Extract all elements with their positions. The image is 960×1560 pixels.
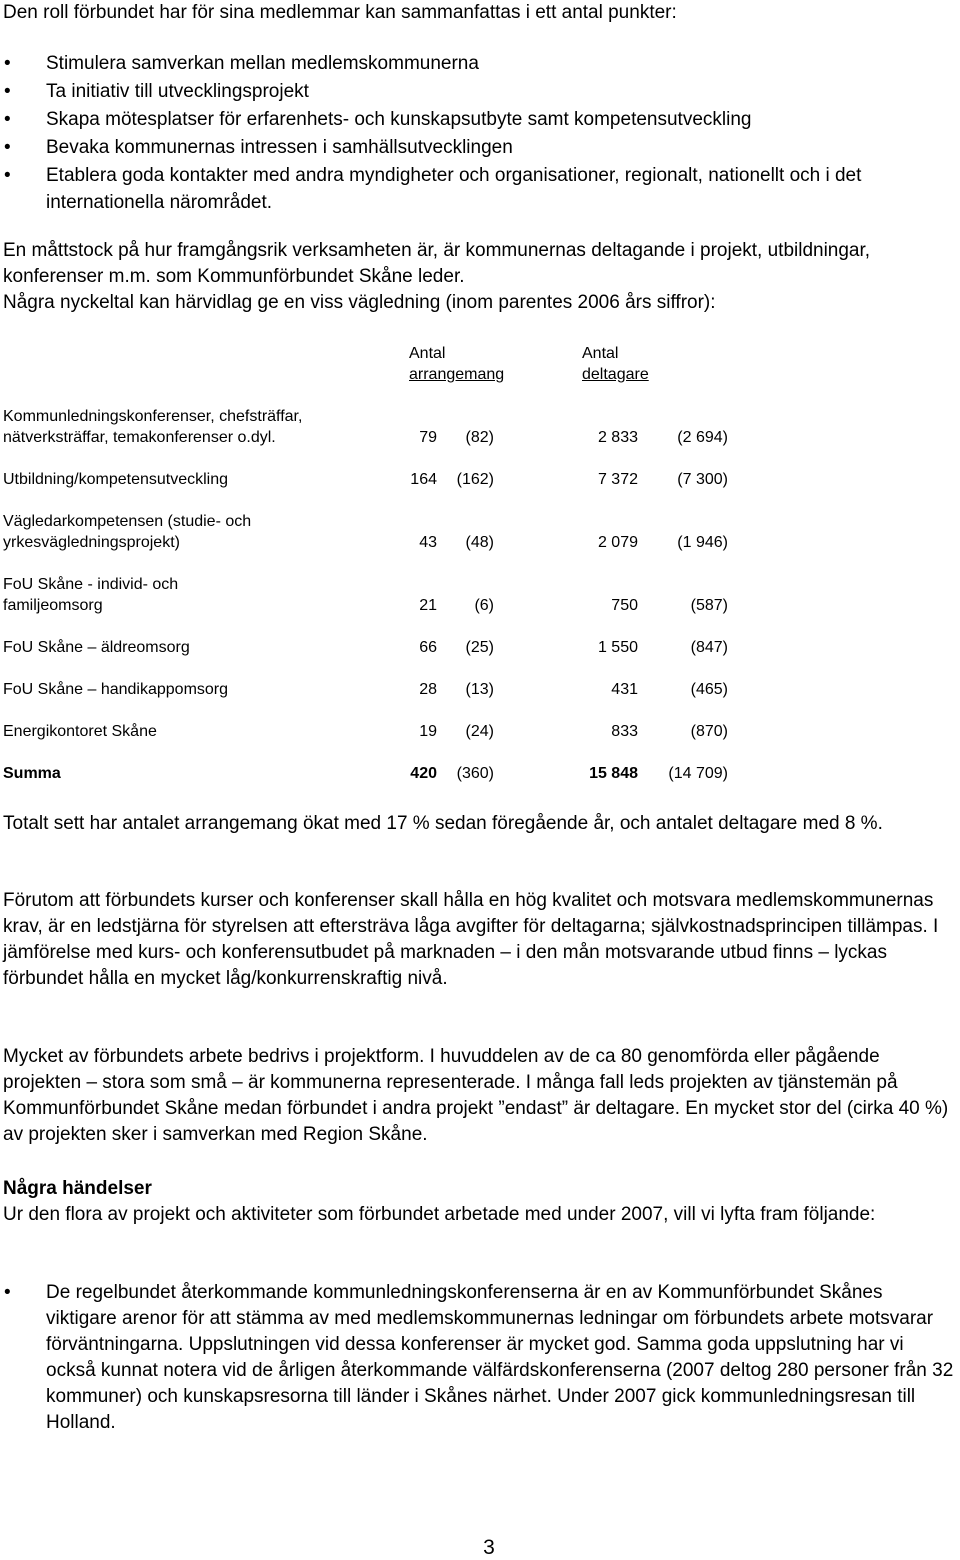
table-cell-arr-prev: (162) — [456, 471, 494, 488]
forutom-paragraph: Förutom att förbundets kurser och konferenser skall hålla en hög kvalitet och motsvara medlemskommunernas krav, är en ledstjärna för styrelsen att eftersträva låga avgifter för deltagarna; självkostnadsprincipen tillämpas. I jämförelse med kurs- och konferensutbudet på marknaden – i den mån motsvarande utbud finns – lyckas förbundet hålla en mycket låg/konkurrenskraftig nivå. — [3, 890, 939, 989]
table-row-label: Vägledarkompetensen (studie- och yrkesvägledningsprojekt) — [3, 513, 252, 551]
table-cell-arr: 43 — [419, 534, 437, 551]
table-cell-arr: 66 — [419, 639, 437, 656]
table-cell-del-prev: (465) — [690, 681, 728, 698]
bullet-icon: • — [4, 1282, 11, 1303]
table-cell-arr-prev: (82) — [465, 429, 494, 446]
table-cell-arr: 79 — [419, 429, 437, 446]
intro-paragraph: Den roll förbundet har för sina medlemmar kan sammanfattas i ett antal punkter: — [3, 2, 677, 23]
table-sum-arr-prev: (360) — [456, 765, 494, 782]
table-cell-del: 2 833 — [597, 429, 638, 446]
table-cell-del-prev: (847) — [690, 639, 728, 656]
table-row-label: FoU Skåne - individ- och familjeomsorg — [3, 576, 179, 614]
bullet-icon: • — [4, 137, 11, 158]
col-arrangemang-header: Antal arrangemang — [409, 345, 505, 383]
bullet-icon: • — [4, 81, 11, 102]
table-row-label: FoU Skåne – äldreomsorg — [3, 639, 190, 656]
measure-paragraph: En måttstock på hur framgångsrik verksamheten är, är kommunernas deltagande i projekt, utbildningar, konferenser m.m. som Kommunförbundet Skåne leder. — [3, 240, 871, 287]
page-number: 3 — [483, 1536, 495, 1559]
table-cell-arr-prev: (24) — [465, 723, 494, 740]
table-row-label: Utbildning/kompetensutveckling — [3, 471, 229, 488]
table-cell-del: 1 550 — [597, 639, 638, 656]
total-paragraph: Totalt sett har antalet arrangemang ökat med 17 % sedan föregående år, och antalet deltagare med 8 %. — [3, 813, 883, 834]
list-item: • Stimulera samverkan mellan medlemskommunerna — [0, 50, 958, 78]
bullet-icon: • — [4, 165, 11, 186]
table-cell-arr-prev: (13) — [465, 681, 494, 698]
table-cell-del: 750 — [611, 597, 638, 614]
table-sum-del-prev: (14 709) — [668, 765, 728, 782]
table-cell-del-prev: (587) — [690, 597, 728, 614]
table-cell-arr-prev: (48) — [465, 534, 494, 551]
table-cell-del: 7 372 — [597, 471, 638, 488]
table-cell-arr: 21 — [419, 597, 437, 614]
events-bullet-list — [0, 1280, 958, 1436]
table-cell-arr: 28 — [419, 681, 437, 698]
list-item: • Bevaka kommunernas intressen i samhällsutvecklingen — [0, 134, 958, 162]
keyfigures-paragraph: Några nyckeltal kan härvidlag ge en viss vägledning (inom parentes 2006 års siffror): — [3, 292, 716, 313]
table-row-label: Kommunledningskonferenser, chefsträffar, nätverksträffar, temakonferenser o.dyl. — [3, 408, 303, 446]
table-cell-arr: 19 — [419, 723, 437, 740]
table-sum-del: 15 848 — [589, 765, 638, 782]
table-cell-del-prev: (2 694) — [677, 429, 728, 446]
table-cell-del: 833 — [611, 723, 638, 740]
section-heading: Några händelser — [3, 1178, 152, 1199]
table-row-label: FoU Skåne – handikappomsorg — [3, 681, 229, 698]
role-bullet-list — [0, 50, 958, 216]
list-item: • De regelbundet återkommande kommunledningskonferenserna är en av Kommunförbundet Skånes viktigare arenor för att stämma av med medlemskommunernas ledningar om förbundets arbete motsvarar förväntningarna. Uppslutningen vid dessa konferenser är mycket god. Samma goda uppslutning har vi också kunnat notera vid de årligen återkommande välfärdskonferenserna (2007 deltog 280 personer från 32 kommuner) och kunskapsresorna till länder i Skånes närhet. Under 2007 gick kommunledningsresan till Holland. — [4, 1282, 954, 1433]
flora-paragraph: Ur den flora av projekt och aktiviteter som förbundet arbetade med under 2007, vill vi lyfta fram följande: — [3, 1204, 876, 1225]
list-item: • Ta initiativ till utvecklingsprojekt — [0, 78, 958, 106]
table-row-label: Energikontoret Skåne — [3, 723, 157, 740]
table-cell-arr: 164 — [410, 471, 437, 488]
table-sum-arr: 420 — [410, 765, 437, 782]
projekt-paragraph: Mycket av förbundets arbete bedrivs i projektform. I huvuddelen av de ca 80 genomförda eller pågående projekten – stora som små – är kommunerna representerade. I många fall leds projekten av tjänstemän på Kommunförbundet Skåne medan förbundet i andra projekt ”endast” är deltagare. En mycket stor del (cirka 40 %) av projekten sker i samverkan med Region Skåne. — [3, 1046, 949, 1145]
table-cell-del-prev: (7 300) — [677, 471, 728, 488]
col-deltagare-header: Antal deltagare — [582, 345, 649, 383]
table-cell-del-prev: (1 946) — [677, 534, 728, 551]
table-cell-arr-prev: (6) — [474, 597, 494, 614]
table-cell-arr-prev: (25) — [465, 639, 494, 656]
table-cell-del-prev: (870) — [690, 723, 728, 740]
table-cell-del: 2 079 — [597, 534, 638, 551]
list-item: • Skapa mötesplatser för erfarenhets- och kunskapsutbyte samt kompetensutveckling — [0, 106, 958, 134]
bullet-icon: • — [4, 109, 11, 130]
list-item: • Etablera goda kontakter med andra myndigheter och organisationer, regionalt, nationellt och i det internationella närområdet. — [0, 162, 958, 216]
table-sum-label: Summa — [3, 765, 61, 782]
bullet-icon: • — [4, 53, 11, 74]
table-cell-del: 431 — [611, 681, 638, 698]
